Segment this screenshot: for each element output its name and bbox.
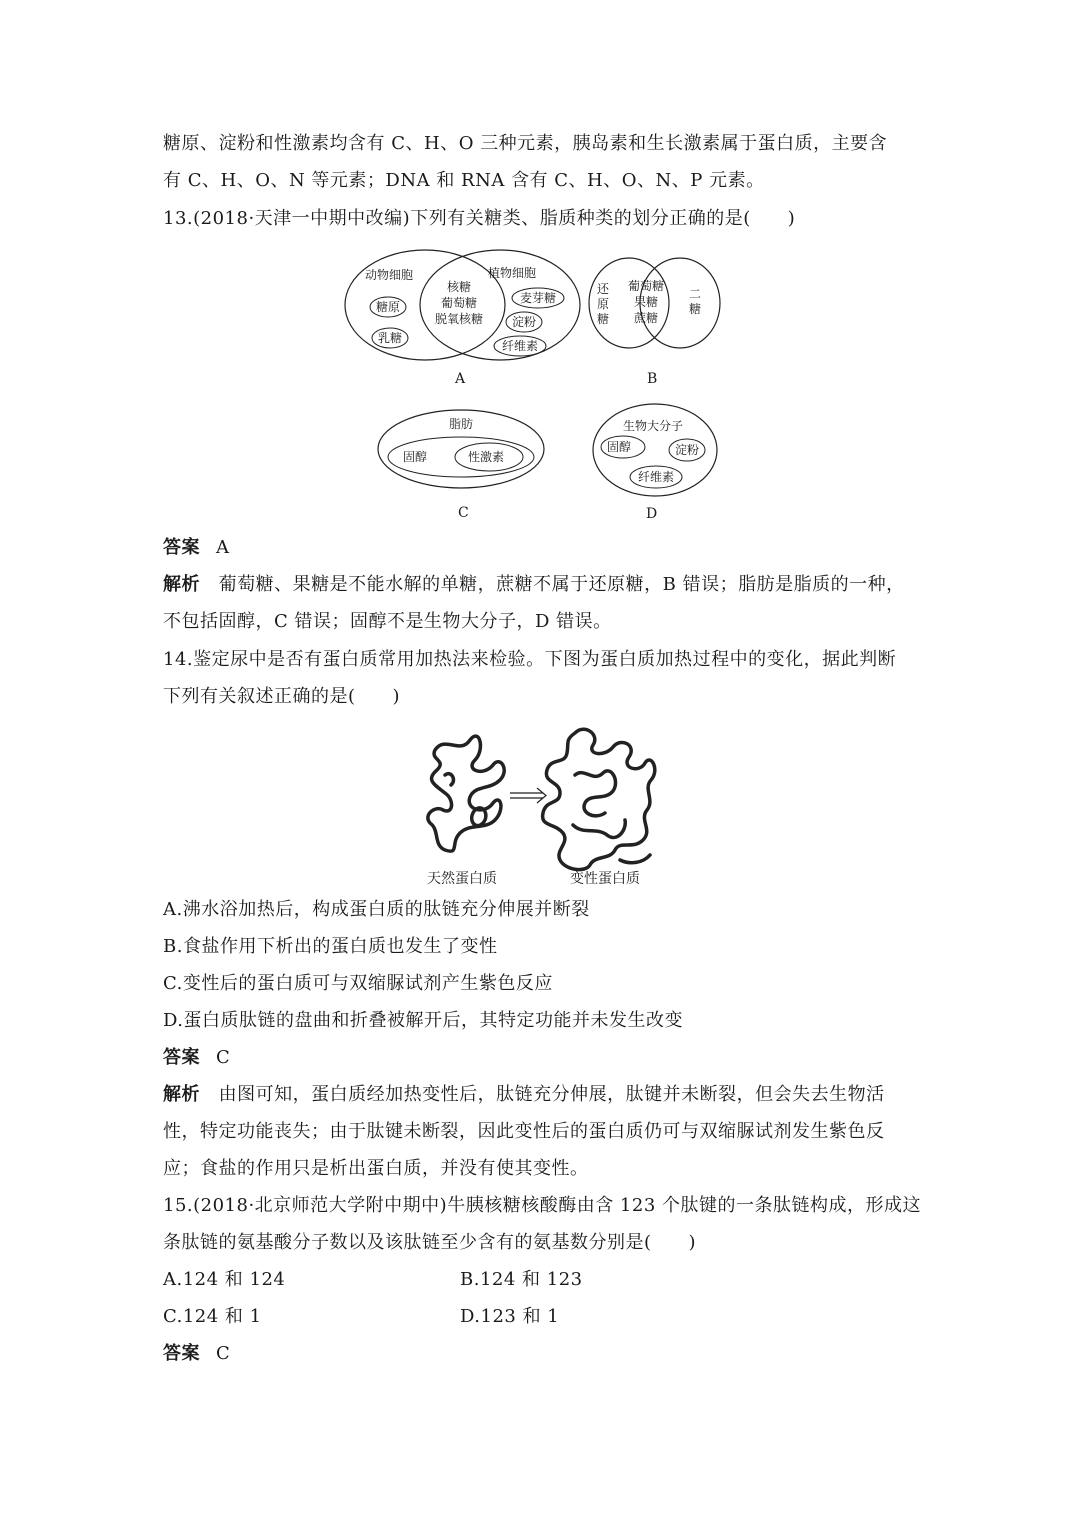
intro-line-1: 糖原、淀粉和性激素均含有 C、H、O 三种元素，胰岛素和生长激素属于蛋白质，主要含	[163, 133, 888, 154]
q14-option-b: B.食盐作用下析出的蛋白质也发生了变性	[163, 936, 498, 957]
intro-line-2: 有 C、H、O、N 等元素；DNA 和 RNA 含有 C、H、O、N、P 元素。	[163, 170, 765, 191]
fig-b-right-char: 二	[689, 287, 702, 301]
denatured-caption: 变性蛋白质	[570, 871, 640, 887]
fig-a-center-item: 脱氧核糖	[435, 312, 484, 326]
fig-b-right-char: 糖	[689, 302, 702, 316]
fig-c-caption: C	[458, 505, 469, 521]
denatured-protein-icon	[543, 729, 655, 869]
fig-a-caption: A	[455, 371, 466, 387]
fig-d-item: 固醇	[607, 440, 632, 454]
fig-b-left-char: 原	[597, 297, 610, 311]
answer-label: 答案	[163, 537, 200, 558]
q14-answer	[163, 1045, 230, 1071]
answer-value: C	[216, 1343, 231, 1364]
fig-d-outer-label: 生物大分子	[623, 419, 684, 433]
fig-a-right-item: 麦芽糖	[520, 291, 557, 305]
analysis-label: 解析	[163, 1084, 200, 1105]
q13-stem: 13.(2018·天津一中期中改编)下列有关糖类、脂质种类的划分正确的是( )	[163, 208, 796, 229]
fig-d-item: 淀粉	[675, 443, 700, 457]
fig-b-caption: B	[647, 371, 658, 387]
q13-figure-a	[340, 245, 590, 394]
fig-a-right-item: 纤维素	[502, 339, 539, 353]
q14-option-a: A.沸水浴加热后，构成蛋白质的肽链充分伸展并断裂	[163, 899, 590, 920]
fig-b-left-char: 糖	[597, 312, 610, 326]
q13-answer	[163, 535, 230, 561]
fig-b-center-item: 葡萄糖	[628, 279, 665, 293]
answer-label: 答案	[163, 1343, 200, 1364]
analysis-text: 葡萄糖、果糖是不能水解的单糖，蔗糖不属于还原糖，B 错误；脂肪是脂质的一种，	[218, 574, 905, 595]
fig-c-inner-label: 性激素	[468, 450, 505, 464]
fig-a-right-item: 淀粉	[512, 315, 537, 329]
native-protein-icon	[428, 736, 504, 851]
q14-analysis-line-1	[163, 1082, 885, 1108]
analysis-text: 由图可知，蛋白质经加热变性后，肽链充分伸展，肽键并未断裂，但会失去生物活	[218, 1084, 885, 1105]
fig-d-item: 纤维素	[638, 470, 675, 484]
fig-a-right-title: 植物细胞	[488, 266, 537, 280]
fig-a-center-item: 核糖	[447, 280, 472, 294]
fig-a-center-item: 葡萄糖	[441, 296, 478, 310]
fig-a-left-title: 动物细胞	[365, 268, 414, 282]
q15-answer	[163, 1341, 230, 1367]
q15-options-row-1	[163, 1267, 923, 1293]
q14-option-d: D.蛋白质肽链的盘曲和折叠被解开后，其特定功能并未发生改变	[163, 1010, 684, 1031]
fig-b-center-item: 蔗糖	[634, 311, 659, 325]
q15-option-a: A.124 和 124	[163, 1269, 286, 1290]
q15-option-b: B.124 和 123	[460, 1269, 583, 1290]
fig-d-caption: D	[646, 506, 658, 522]
fig-b-left-char: 还	[597, 282, 610, 296]
q14-protein-figure	[415, 715, 670, 894]
fig-a-left-item: 乳糖	[378, 331, 403, 345]
fig-c-inner-label: 固醇	[403, 450, 428, 464]
q14-stem-line-1: 14.鉴定尿中是否有蛋白质常用加热法来检验。下图为蛋白质加热过程中的变化，据此判断	[163, 649, 897, 670]
q15-stem-line-2: 条肽链的氨基酸分子数以及该肽链至少含有的氨基数分别是( )	[163, 1232, 697, 1253]
q14-analysis-line-3: 应；食盐的作用只是析出蛋白质，并没有使其变性。	[163, 1158, 589, 1179]
q15-options-row-2	[163, 1304, 923, 1330]
answer-value: C	[216, 1047, 231, 1068]
q14-option-c: C.变性后的蛋白质可与双缩脲试剂产生紫色反应	[163, 973, 553, 994]
fig-a-left-item: 糖原	[376, 300, 401, 314]
fig-c-outer-label: 脂肪	[449, 417, 474, 431]
q13-figure-b	[585, 250, 725, 394]
answer-label: 答案	[163, 1047, 200, 1068]
arrow-icon	[510, 788, 546, 803]
q13-analysis-line-1	[163, 572, 905, 598]
q13-figure-c	[372, 405, 552, 527]
q15-option-d: D.123 和 1	[460, 1306, 560, 1327]
answer-value: A	[216, 537, 230, 558]
analysis-label: 解析	[163, 574, 200, 595]
q13-figure-d	[590, 400, 725, 529]
q14-stem-line-2: 下列有关叙述正确的是( )	[163, 686, 401, 707]
native-caption: 天然蛋白质	[427, 871, 497, 887]
q15-stem-line-1: 15.(2018·北京师范大学附中期中)牛胰核糖核酸酶由含 123 个肽键的一条肽链构成，形成这	[163, 1195, 921, 1216]
fig-b-center-item: 果糖	[634, 295, 659, 309]
q14-analysis-line-2: 性，特定功能丧失；由于肽键未断裂，因此变性后的蛋白质仍可与双缩脲试剂发生紫色反	[163, 1121, 885, 1142]
q15-option-c: C.124 和 1	[163, 1306, 262, 1327]
q13-analysis-line-2: 不包括固醇，C 错误；固醇不是生物大分子，D 错误。	[163, 611, 612, 632]
